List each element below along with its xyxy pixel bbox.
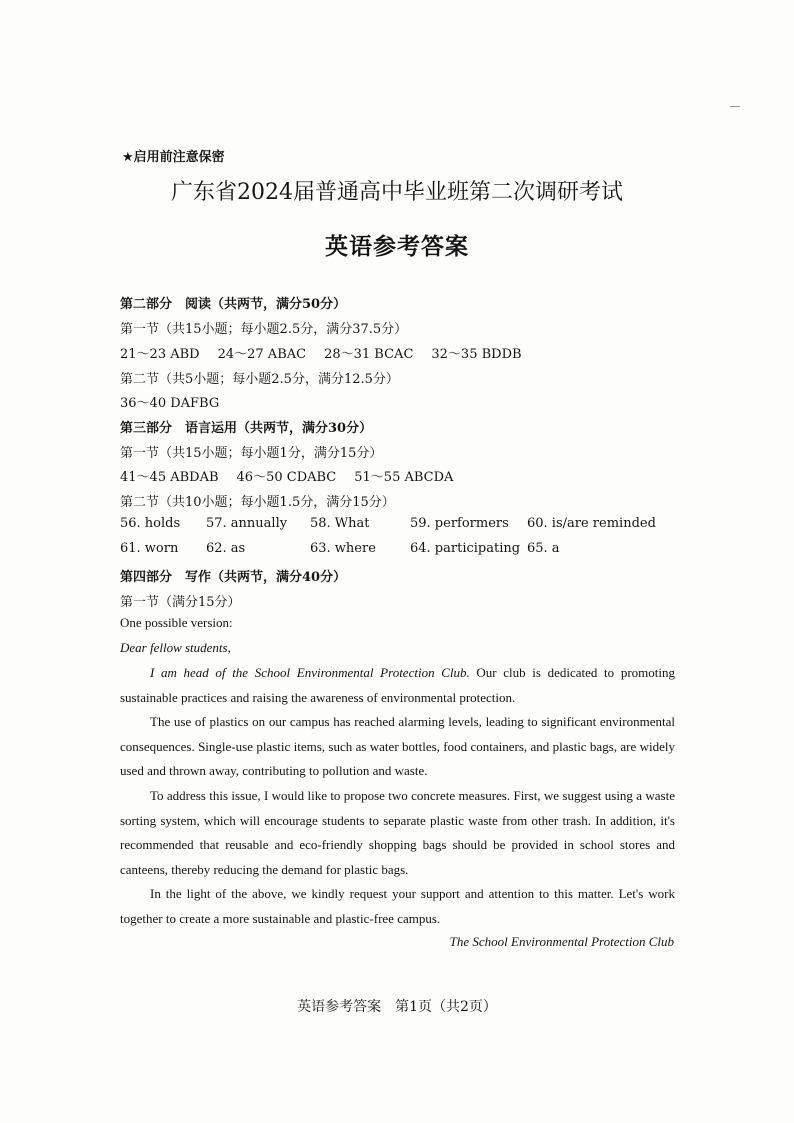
fill-answer: 62. as [206, 541, 246, 556]
fill-answer: 65. a [527, 541, 560, 556]
part3-sec1-heading: 第一节（共15小题；每小题1分，满分15分） [120, 446, 383, 461]
fill-answer: 56. holds [120, 516, 181, 531]
part4-heading: 第四部分 写作（共两节，满分40分） [120, 570, 347, 585]
answer-key-title: 英语参考答案 [325, 234, 469, 260]
letter-paragraph-2: The use of plastics on our campus has reached alarming levels, leading to significant environmental consequences. Single-use plastic items, such as water bottles, food containers, and plastic bags, are widely used and thrown away, contributing to pollution and waste. [120, 714, 675, 778]
fill-answer: 60. is/are reminded [527, 516, 656, 531]
answer-group: 46～50 CDABC [236, 470, 337, 485]
club-intro: I am head of the School Environmental Protection Club. [150, 665, 470, 680]
confidential-notice: ★启用前注意保密 [122, 150, 225, 165]
letter-paragraph-3: To address this issue, I would like to propose two concrete measures. First, we suggest using a waste sorting system, which will encourage students to separate plastic waste from other trash. In addition, it's recommended that reusable and eco-friendly shopping bags should be provided in school stores and canteens, thereby reducing the demand for plastic bags. [120, 788, 675, 877]
part3-sec2-heading: 第二节（共10小题；每小题1.5分，满分15分） [120, 495, 395, 510]
answer-group: 41～45 ABDAB [120, 470, 219, 485]
fill-answer: 61. worn [120, 541, 179, 556]
part2-sec2-heading: 第二节（共5小题；每小题2.5分，满分12.5分） [120, 372, 399, 387]
fill-answer: 64. participating [410, 541, 521, 556]
answer-group: 51～55 ABCDA [354, 470, 454, 485]
club-mission: Our club is dedicated to promoting sustainable practices and raising the awareness of environmental protection. [120, 665, 675, 705]
answer-group: 21～23 ABD [120, 347, 200, 362]
answer-group: 28～31 BCAC [324, 347, 414, 362]
part3-sec1-answers [120, 466, 453, 485]
part3-heading: 第三部分 语言运用（共两节，满分30分） [120, 421, 373, 436]
scan-mark [730, 106, 740, 107]
fill-answer: 57. annually [206, 516, 288, 531]
answer-group: 32～35 BDDB [431, 347, 522, 362]
part2-sec2-answers: 36～40 DAFBG [120, 396, 220, 411]
letter-salutation: Dear fellow students, [120, 640, 231, 655]
part4-sec1-heading: 第一节（满分15分） [120, 595, 241, 610]
exam-title: 广东省2024届普通高中毕业班第二次调研考试 [171, 180, 623, 205]
part2-sec1-heading: 第一节（共15小题；每小题2.5分，满分37.5分） [120, 322, 408, 337]
version-label: One possible version: [120, 615, 233, 630]
letter-paragraph-4: In the light of the above, we kindly request your support and attention to this matter. Let's work together to create a more sustainable and plastic-free campus. [120, 886, 675, 926]
letter-paragraph-1 [120, 661, 675, 710]
letter-signature: The School Environmental Protection Club [449, 934, 674, 949]
fill-answer: 59. performers [410, 516, 509, 531]
fill-answer: 58. What [310, 516, 370, 531]
part2-sec1-answers [120, 343, 522, 362]
part2-heading: 第二部分 阅读（共两节，满分50分） [120, 297, 347, 312]
fill-answer: 63. where [310, 541, 376, 556]
answer-group: 24～27 ABAC [217, 347, 307, 362]
page-footer: 英语参考答案 第1页（共2页） [297, 999, 497, 1015]
